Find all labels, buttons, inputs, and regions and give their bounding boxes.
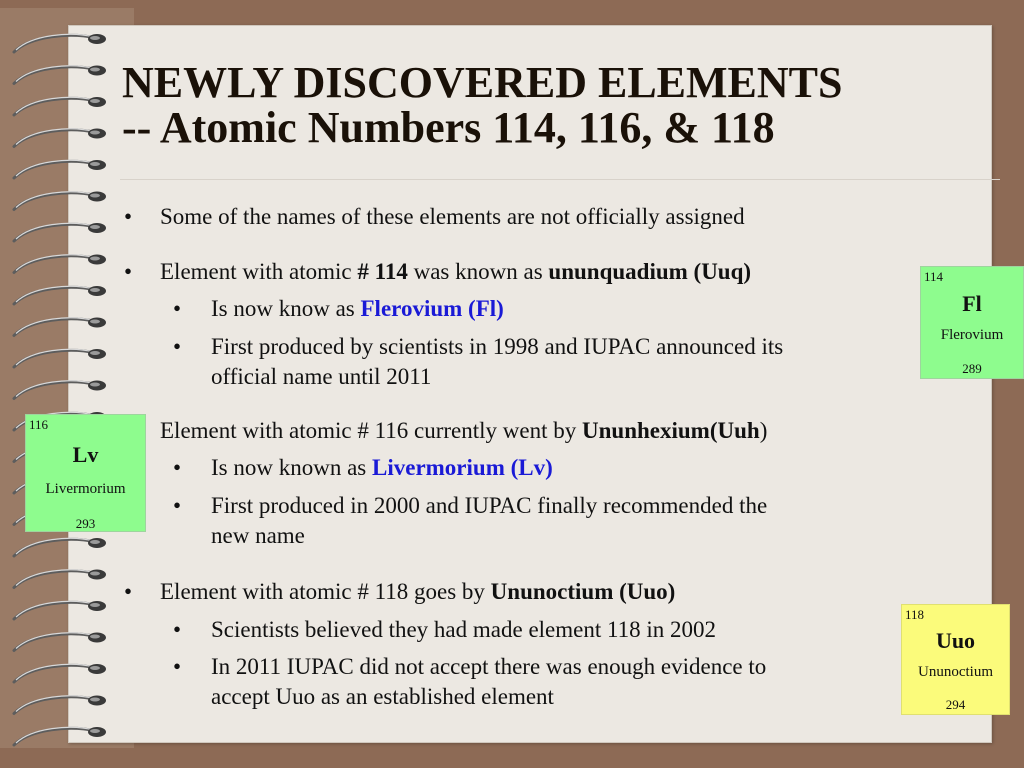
spiral-hole-shine (90, 351, 100, 355)
tile-atomic-mass: 289 (962, 361, 982, 376)
bullet-2-sub-1 (211, 294, 504, 324)
new-element-name: Livermorium (Lv) (372, 455, 553, 480)
element-tile-livermorium (25, 414, 146, 532)
bullet-4-sub-2-line-2: accept Uuo as an established element (211, 684, 554, 709)
spiral-hole-shine (90, 131, 100, 135)
spiral-hole-shine (90, 225, 100, 229)
slide-title (122, 60, 982, 150)
tile-symbol: Fl (962, 291, 982, 316)
element-tile-flerovium (920, 266, 1024, 379)
sub-bullet-marker: • (173, 654, 182, 679)
spiral-hole-shine (90, 572, 100, 576)
spiral-coil (14, 130, 96, 147)
element-tile-ununoctium (901, 604, 1010, 715)
text-segment: Is now know as (211, 296, 361, 321)
new-element-name: Flerovium (Fl) (360, 296, 504, 321)
spiral-coil (14, 161, 96, 178)
old-element-name: Ununoctium (Uuo) (490, 579, 676, 604)
text-segment: Element with atomic # 118 goes by (160, 579, 491, 604)
spiral-hole-shine (90, 383, 100, 387)
spiral-coil (14, 224, 96, 241)
tile-atomic-number: 118 (905, 607, 925, 622)
old-element-name: Ununhexium(Uuh (582, 418, 760, 443)
spiral-hole-shine (90, 320, 100, 324)
element-number: # 114 (357, 259, 408, 284)
tile-atomic-mass: 294 (945, 697, 966, 712)
spiral-coil (14, 634, 96, 651)
spiral-coil (14, 602, 96, 619)
title-line-2: -- Atomic Numbers 114, 116, & 118 (122, 103, 775, 152)
spiral-coil (14, 319, 96, 336)
text-segment: Element with atomic # 116 currently went by (160, 418, 582, 443)
spiral-hole-shine (90, 162, 100, 166)
sub-bullet-marker: • (173, 455, 182, 480)
bullet-2-text (160, 257, 751, 287)
text-segment: ) (759, 418, 768, 443)
title-divider (120, 179, 1000, 180)
spiral-coil (14, 35, 96, 52)
bullet-3-text (160, 416, 767, 446)
spiral-hole-shine (90, 288, 100, 292)
sub-bullet-marker: • (173, 493, 182, 518)
bullet-3-sub-2-line-1: First produced in 2000 and IUPAC finally recommended the (211, 493, 768, 518)
bullet-3-sub-1 (211, 453, 553, 483)
bullet-marker: • (124, 579, 133, 604)
bullet-4-sub-2-line-1: In 2011 IUPAC did not accept there was enough evidence to (211, 654, 767, 679)
spiral-hole-shine (90, 257, 100, 261)
bullet-1-text: Some of the names of these elements are not officially assigned (160, 204, 745, 229)
tile-element-name: Ununoctium (918, 664, 993, 680)
spiral-coil (14, 98, 96, 115)
bullet-4-sub-1: Scientists believed they had made element 118 in 2002 (211, 617, 717, 642)
spiral-hole-shine (90, 603, 100, 607)
spiral-coil (14, 571, 96, 588)
spiral-hole-shine (90, 635, 100, 639)
spiral-coil (14, 350, 96, 367)
bullet-marker: • (124, 204, 133, 229)
spiral-hole-shine (90, 698, 100, 702)
spiral-coil (14, 382, 96, 399)
spiral-coil (14, 697, 96, 714)
spiral-coil (14, 256, 96, 273)
bullet-marker: • (124, 259, 133, 284)
tile-element-name: Livermorium (45, 481, 126, 497)
spiral-hole-shine (90, 99, 100, 103)
spiral-binding (0, 0, 120, 768)
spiral-hole-shine (90, 540, 100, 544)
sub-bullet-marker: • (173, 296, 182, 321)
spiral-coil (14, 665, 96, 682)
text-segment: Element with atomic (160, 259, 358, 284)
spiral-hole-shine (90, 68, 100, 72)
bullet-2-sub-2-line-1: First produced by scientists in 1998 and IUPAC announced its (211, 334, 784, 359)
spiral-hole-shine (90, 36, 100, 40)
spiral-hole-shine (90, 194, 100, 198)
bullet-4-text (160, 577, 675, 607)
sub-bullet-marker: • (173, 617, 182, 642)
spiral-coil (14, 193, 96, 210)
spiral-hole-shine (90, 729, 100, 733)
sub-bullet-marker: • (173, 334, 182, 359)
bullet-2-sub-2-line-2: official name until 2011 (211, 364, 432, 389)
title-line-1: NEWLY DISCOVERED ELEMENTS (122, 58, 843, 107)
bullet-3-sub-2-line-2: new name (211, 523, 305, 548)
tile-atomic-mass: 293 (75, 516, 96, 531)
tile-element-name: Flerovium (940, 327, 1004, 343)
spiral-coil (14, 67, 96, 84)
tile-symbol: Lv (72, 442, 99, 467)
tile-atomic-number: 114 (924, 269, 944, 284)
tile-atomic-number: 116 (29, 417, 49, 432)
spiral-coil (14, 287, 96, 304)
spiral-coil (14, 539, 96, 556)
spiral-hole-shine (90, 666, 100, 670)
old-element-name: ununquadium (Uuq) (548, 259, 752, 284)
tile-symbol: Uuo (935, 628, 976, 653)
text-segment: Is now known as (211, 455, 372, 480)
text-segment: was known as (407, 259, 549, 284)
spiral-coil (14, 728, 96, 745)
